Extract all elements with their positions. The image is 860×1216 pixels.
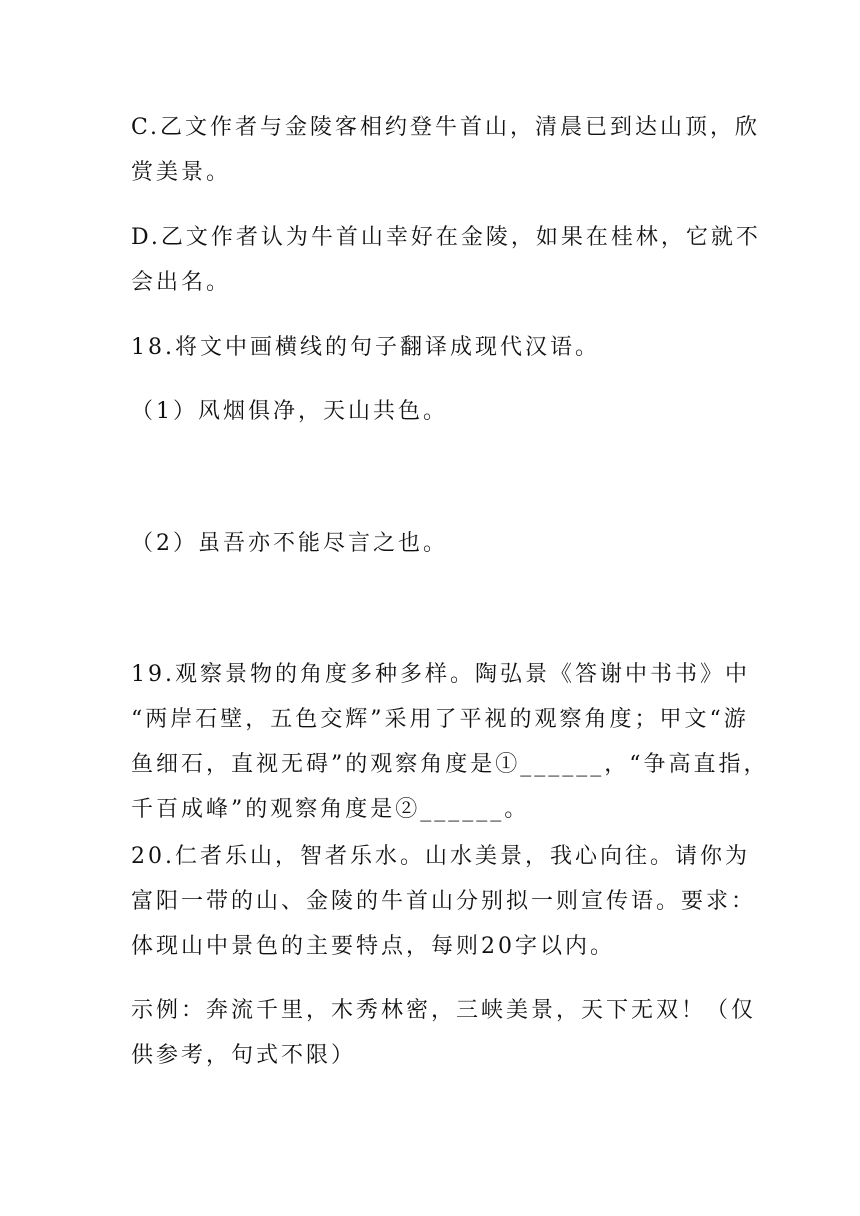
- question-20-line-3: 体现山中景色的主要特点，每则20字以内。: [131, 934, 615, 959]
- question-19-line-1: 19.观察景物的角度多种多样。陶弘景《答谢中书书》中: [131, 662, 750, 687]
- example-line-2: 供参考，句式不限）: [131, 1043, 357, 1068]
- option-c-line-2: 赏美景。: [131, 160, 232, 185]
- question-19-line-2: “两岸石壁，五色交辉”采用了平视的观察角度；甲文“游: [131, 707, 749, 732]
- question-18: 18.将文中画横线的句子翻译成现代汉语。: [131, 335, 600, 360]
- question-19-line-3: 鱼细石，直视无碍”的观察角度是①______，“争高直指，: [131, 752, 769, 777]
- example-line-1: 示例：奔流千里，木秀林密，三峡美景，天下无双！（仅: [131, 998, 757, 1023]
- option-d-line-1: D.乙文作者认为牛首山幸好在金陵，如果在桂林，它就不: [131, 225, 761, 250]
- question-18-part-1: （1）风烟俱净，天山共色。: [131, 399, 448, 424]
- question-19-line-4: 千百成峰”的观察角度是②______。: [131, 797, 530, 822]
- question-20-line-2: 富阳一带的山、金陵的牛首山分别拟一则宣传语。要求：: [131, 889, 757, 914]
- option-c-line-1: C.乙文作者与金陵客相约登牛首山，清晨已到达山顶，欣: [131, 115, 761, 140]
- question-18-part-2: （2）虽吾亦不能尽言之也。: [131, 531, 448, 556]
- option-d-line-2: 会出名。: [131, 270, 232, 295]
- question-20-line-1: 20.仁者乐山，智者乐水。山水美景，我心向往。请你为: [131, 844, 750, 869]
